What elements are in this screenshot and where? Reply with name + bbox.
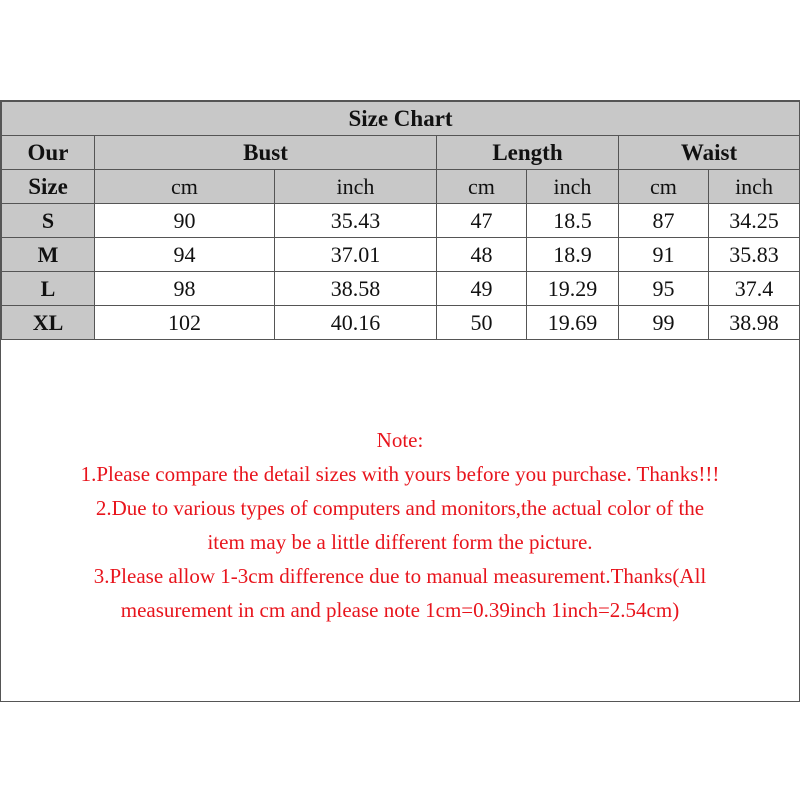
table-cell: 38.58 bbox=[275, 272, 437, 306]
unit-header: inch bbox=[275, 170, 437, 204]
table-cell: 95 bbox=[619, 272, 709, 306]
note-line: measurement in cm and please note 1cm=0.39inch 1inch=2.54cm) bbox=[120, 598, 680, 622]
note-line: 1.Please compare the detail sizes with yours before you purchase. Thanks!!! bbox=[80, 462, 720, 486]
unit-header: cm bbox=[95, 170, 275, 204]
table-cell: 50 bbox=[437, 306, 527, 340]
size-label: L bbox=[2, 272, 95, 306]
table-cell: 99 bbox=[619, 306, 709, 340]
table-cell: 48 bbox=[437, 238, 527, 272]
table-cell: 35.43 bbox=[275, 204, 437, 238]
table-cell: 37.4 bbox=[709, 272, 800, 306]
table-cell: 37.01 bbox=[275, 238, 437, 272]
size-header-bottom: Size bbox=[2, 170, 95, 204]
table-cell: 98 bbox=[95, 272, 275, 306]
note-line: 2.Due to various types of computers and monitors,the actual color of the bbox=[95, 496, 705, 520]
unit-header: cm bbox=[619, 170, 709, 204]
table-cell: 47 bbox=[437, 204, 527, 238]
table-cell: 102 bbox=[95, 306, 275, 340]
notes-block bbox=[1, 423, 799, 627]
table-cell: 91 bbox=[619, 238, 709, 272]
group-header-waist: Waist bbox=[619, 136, 800, 170]
note-line: item may be a little different form the picture. bbox=[207, 530, 593, 554]
table-cell: 35.83 bbox=[709, 238, 800, 272]
table-cell: 87 bbox=[619, 204, 709, 238]
table-cell: 18.5 bbox=[527, 204, 619, 238]
table-row bbox=[2, 306, 800, 340]
table-cell: 40.16 bbox=[275, 306, 437, 340]
size-label: M bbox=[2, 238, 95, 272]
table-row bbox=[2, 272, 800, 306]
table-title: Size Chart bbox=[2, 102, 800, 136]
unit-header: inch bbox=[709, 170, 800, 204]
group-header-length: Length bbox=[437, 136, 619, 170]
size-label: S bbox=[2, 204, 95, 238]
table-row bbox=[2, 238, 800, 272]
size-label: XL bbox=[2, 306, 95, 340]
note-heading: Note: bbox=[376, 428, 424, 452]
size-header-top: Our bbox=[2, 136, 95, 170]
table-cell: 38.98 bbox=[709, 306, 800, 340]
note-line: 3.Please allow 1-3cm difference due to manual measurement.Thanks(All bbox=[93, 564, 707, 588]
table-cell: 49 bbox=[437, 272, 527, 306]
unit-header: cm bbox=[437, 170, 527, 204]
unit-header: inch bbox=[527, 170, 619, 204]
table-cell: 19.69 bbox=[527, 306, 619, 340]
size-chart-frame bbox=[0, 100, 800, 702]
table-cell: 34.25 bbox=[709, 204, 800, 238]
table-cell: 90 bbox=[95, 204, 275, 238]
size-chart-table bbox=[1, 101, 800, 340]
table-cell: 94 bbox=[95, 238, 275, 272]
table-cell: 18.9 bbox=[527, 238, 619, 272]
table-cell: 19.29 bbox=[527, 272, 619, 306]
table-row bbox=[2, 204, 800, 238]
group-header-bust: Bust bbox=[95, 136, 437, 170]
